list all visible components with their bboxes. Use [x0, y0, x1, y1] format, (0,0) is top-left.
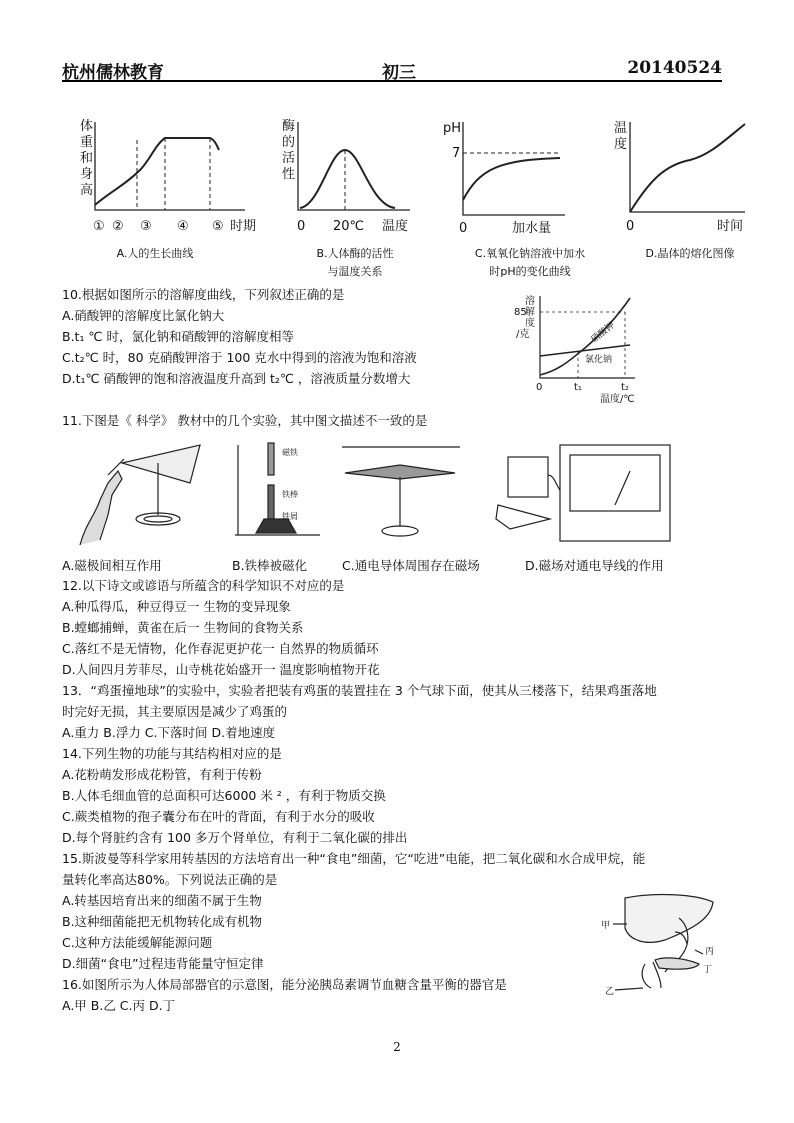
graph-c-caption-1: C.氧氧化钠溶液中加水	[474, 247, 586, 260]
q11-option-c: C.通电导体周围存在磁场	[342, 558, 480, 573]
solubility-t1: t₁	[574, 382, 582, 393]
label-magnet: 磁铁	[282, 448, 298, 457]
q11-option-b: B.铁棒被磁化	[232, 558, 308, 573]
page-header	[62, 58, 722, 82]
q11-experiments	[60, 435, 740, 555]
graph-d-ylabel-1: 温	[614, 121, 628, 136]
organ-diagram	[595, 888, 725, 1000]
header-grade: 初三	[382, 63, 416, 83]
q12-stem: 12.以下诗文或谚语与所蕴含的科学知识不对应的是	[62, 578, 345, 593]
solubility-chart	[500, 290, 670, 405]
graph-a-tick-5: ⑤	[212, 219, 224, 234]
q9-graphs	[0, 110, 794, 240]
q11-stem: 11.下图是《 科学》 教材中的几个实验，其中图文描述不一致的是	[62, 413, 428, 428]
graph-b-caption-2: 与温度关系	[327, 265, 383, 278]
label-iron-rod: 铁棒	[282, 490, 298, 499]
organ-label-bing: 丙	[705, 947, 715, 957]
graph-c-caption-2: 时pH的变化曲线	[489, 265, 571, 278]
header-date: 20140524	[627, 58, 722, 78]
q10-option-a: A.硝酸钾的溶解度比氯化钠大	[62, 308, 225, 323]
q10-option-d: D.t₁℃ 硝酸钾的饱和溶液温度升高到 t₂℃ ，溶液质量分数增大	[62, 371, 411, 386]
graph-c-tick-7: 7	[452, 146, 461, 161]
graph-b-tick-20: 20℃	[333, 219, 365, 234]
q16-stem: 16.如图所示为人体局部器官的示意图，能分泌胰岛素调节血糖含量平衡的器官是	[62, 977, 507, 992]
header-school: 杭州儒林教育	[62, 63, 164, 83]
graph-a-tick-2: ②	[112, 219, 124, 234]
solubility-ylabel-2: 解	[525, 307, 535, 318]
graph-d-xlabel: 时间	[717, 219, 744, 234]
graph-b-xlabel: 温度	[382, 219, 409, 234]
graph-b-tick-0: 0	[297, 219, 306, 234]
graph-d-ylabel-2: 度	[614, 137, 628, 152]
solubility-t2: t₂	[621, 382, 629, 393]
q13-options: A.重力 B.浮力 C.下落时间 D.着地速度	[62, 725, 276, 740]
q15-stem-1: 15.斯波曼等科学家用转基因的方法培育出一种“食电”细菌，它“吃进”电能，把二氧化碳和水合成甲烷，能	[62, 851, 646, 866]
q14-option-a: A.花粉萌发形成花粉管，有利于传粉	[62, 767, 262, 782]
graph-c-tick-0: 0	[459, 221, 468, 236]
graph-a-caption: A.人的生长曲线	[116, 247, 194, 260]
graph-a-tick-1: ①	[93, 219, 105, 234]
q16-options: A.甲 B.乙 C.丙 D.丁	[62, 998, 176, 1013]
graph-a-xlabel: 时期	[230, 219, 257, 234]
graph-a-tick-3: ③	[140, 219, 152, 234]
q12-option-b: B.螳螂捕蝉，黄雀在后一 生物间的食物关系	[62, 620, 304, 635]
kno3-label: 硝酸钾	[589, 320, 617, 346]
q14-option-c: C.蕨类植物的孢子囊分布在叶的背面，有利于水分的吸收	[62, 809, 375, 824]
graph-d-caption: D.晶体的熔化图像	[645, 247, 735, 260]
q15-option-a: A.转基因培育出来的细菌不属于生物	[62, 893, 262, 908]
q12-option-a: A.种瓜得瓜，种豆得豆一 生物的变异现象	[62, 599, 291, 614]
q10-stem: 10.根据如图所示的溶解度曲线，下列叙述正确的是	[62, 287, 345, 302]
q11-option-d: D.磁场对通电导线的作用	[525, 558, 664, 573]
solubility-ylabel-4: /克	[516, 329, 530, 340]
nacl-label: 氯化钠	[585, 355, 613, 365]
q11-option-a: A.磁极间相互作用	[62, 558, 162, 573]
graph-c-ylabel: pH	[443, 121, 462, 136]
q14-option-d: D.每个肾脏约含有 100 多万个肾单位，有利于二氧化碳的排出	[62, 830, 408, 845]
q10-option-c: C.t₂℃ 时，80 克硝酸钾溶于 100 克水中得到的溶液为饱和溶液	[62, 350, 417, 365]
q10-option-b: B.t₁ ℃ 时，氯化钠和硝酸钾的溶解度相等	[62, 329, 294, 344]
graph-d-tick-0: 0	[626, 219, 635, 234]
organ-label-ding: 丁	[703, 965, 713, 975]
organ-label-yi: 乙	[605, 987, 615, 997]
q13-stem-2: 时完好无损，其主要原因是减少了鸡蛋的	[62, 704, 288, 719]
page-number: 2	[393, 1040, 401, 1054]
solubility-ylabel-1: 溶	[525, 296, 535, 307]
label-iron-filings: 铁屑	[282, 512, 298, 521]
q12-option-c: C.落红不是无情物，化作春泥更护花一 自然界的物质循环	[62, 641, 379, 656]
q15-stem-2: 量转化率高达80%。下列说法正确的是	[62, 872, 278, 887]
q15-option-c: C.这种方法能缓解能源问题	[62, 935, 213, 950]
solubility-xlabel: 温度/℃	[600, 394, 635, 405]
q12-option-d: D.人间四月芳菲尽，山寺桃花始盛开一 温度影响植物开花	[62, 662, 380, 677]
graph-b-ylabel-2: 的	[282, 135, 296, 150]
q14-option-b: B.人体毛细血管的总面积可达6000 米 ² ，有利于物质交换	[62, 788, 386, 803]
graph-a-ylabel-4: 身	[80, 167, 94, 182]
graph-b-caption-1: B.人体酶的活性	[316, 247, 394, 260]
q13-stem-1: 13．“鸡蛋撞地球”的实验中，实验者把装有鸡蛋的装置挂在 3 个气球下面，使其从三楼落下，结果鸡蛋落地	[62, 683, 657, 698]
graph-a-ylabel-2: 重	[80, 135, 94, 150]
graph-a-tick-4: ④	[177, 219, 189, 234]
graph-b-ylabel-4: 性	[282, 167, 296, 182]
q15-option-d: D.细菌“食电”过程违背能量守恒定律	[62, 956, 264, 971]
solubility-ylabel-3: 度	[525, 318, 535, 329]
graph-b-ylabel-1: 酶	[282, 119, 296, 134]
organ-label-jia: 甲	[601, 921, 611, 931]
graph-a-ylabel-1: 体	[80, 119, 94, 134]
solubility-y85: 85	[514, 307, 527, 318]
solubility-x0: 0	[536, 382, 543, 393]
graph-a-ylabel-3: 和	[80, 151, 94, 166]
q14-stem: 14.下列生物的功能与其结构相对应的是	[62, 746, 282, 761]
graph-c-xlabel: 加水量	[512, 221, 552, 236]
graph-a-ylabel-5: 高	[80, 183, 94, 198]
q15-option-b: B.这种细菌能把无机物转化成有机物	[62, 914, 263, 929]
graph-b-ylabel-3: 活	[282, 151, 296, 166]
